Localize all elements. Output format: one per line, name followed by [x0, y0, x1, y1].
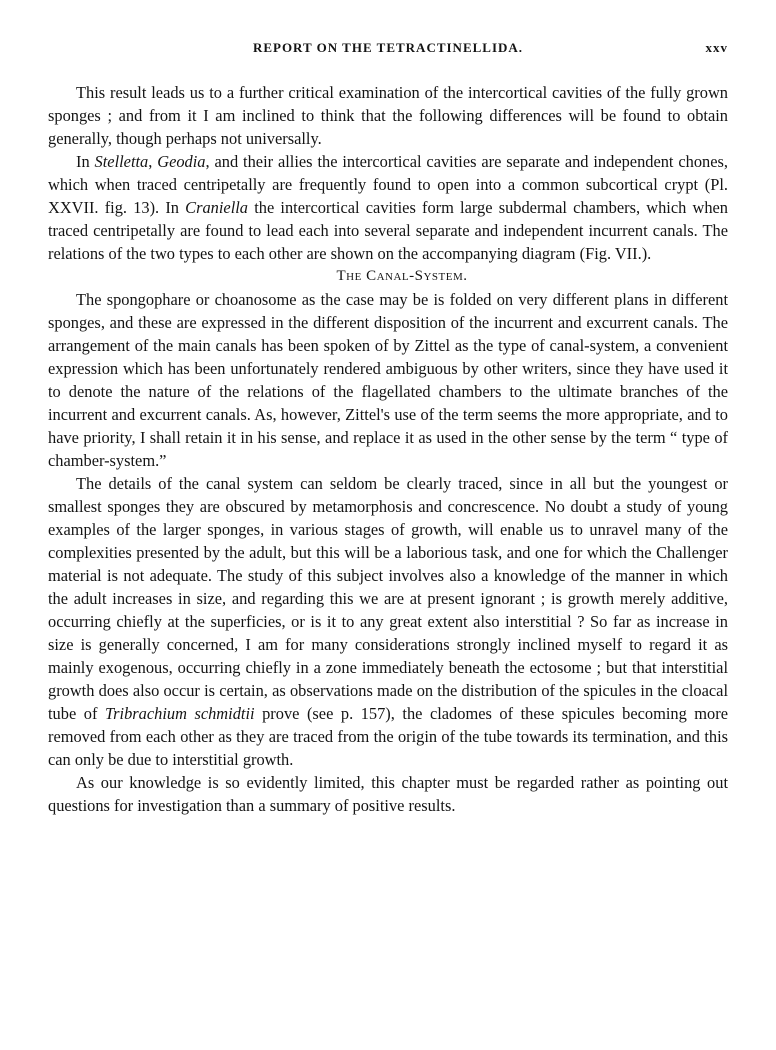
running-header [48, 40, 728, 64]
paragraph-2 [48, 150, 728, 265]
p2-text-1: In [76, 152, 95, 171]
genus-craniella: Craniella [185, 198, 249, 217]
paragraph-4 [48, 472, 728, 771]
p2-text-4: the intercortical cavities form large subdermal chambers, which when traced centripetally are found to lead each into several separate and independent incurrent canals. The relations of the two types to each other are shown on the accompanying diagram (Fig. VII.). [48, 198, 728, 263]
page-number: xxv [705, 40, 728, 55]
species-tribrachium: Tribrachium schmidtii [104, 704, 255, 723]
section-heading-text: The Canal-System. [336, 268, 468, 284]
p2-text-2: , [148, 152, 158, 171]
p4-text-2: prove (see p. 157), the cladomes of these spicules becoming more removed from each other as they are traced from the origin of the tube towards its termination, and this can only be due to interstitial growth. [48, 704, 728, 769]
body-text [48, 81, 728, 817]
paragraph-5: As our knowledge is so evidently limited, this chapter must be regarded rather as pointing out questions for investigation than a summary of positive results. [48, 773, 728, 815]
genus-stelletta: Stelletta [94, 152, 149, 171]
p2-text-3: , and their allies the intercortical cavities are separate and independent chones, which when traced centripetally are frequently found to open into a common subcortical crypt (Pl. XXVII. fig. 13). In [48, 152, 728, 217]
paragraph-3: The spongophare or choanosome as the case may be is folded on very different plans in different sponges, and these are expressed in the different disposition of the incurrent and excurrent canals. The arrangement of the main canals has been spoken of by Zittel as the type of canal-system, a convenient expression which has been unfortunately rendered ambiguous by other writers, since they have used it to denote the nature of the relations of the flagellated chambers to the ultimate branches of the incurrent and excurrent canals. As, however, Zittel's use of the term seems the more appropriate, and to have priority, I shall retain it in his sense, and replace it as used in the other sense by the term “ type of chamber-system.” [48, 290, 728, 470]
paragraph-1: This result leads us to a further critical examination of the intercortical cavities of the fully grown sponges ; and from it I am inclined to think that the following differences will be found to obtain generally, though perhaps not universally. [48, 83, 728, 148]
running-title: REPORT ON THE TETRACTINELLIDA. [252, 40, 524, 55]
section-heading [48, 265, 728, 288]
genus-geodia: Geodia [157, 152, 206, 171]
p4-text-1: The details of the canal system can seldom be clearly traced, since in all but the youngest or smallest sponges they are obscured by metamorphosis and concrescence. No doubt a study of young examples of the larger sponges, in various stages of growth, will enable us to unravel many of the complexities presented by the adult, but this will be a laborious task, and one for which the Challenger material is not adequate. The study of this subject involves also a knowledge of the manner in which the adult increases in size, and regarding this we are at present ignorant ; is growth merely additive, occurring chiefly at the superficies, or is it to any great extent also interstitial ? So far as increase in size is generally concerned, I am for many considerations strongly inclined myself to regard it as mainly exogenous, occurring chiefly in a zone immediately beneath the ectosome ; but that interstitial growth does also occur is certain, as observations made on the distribution of the spicules in the cloacal tube of [48, 474, 728, 723]
